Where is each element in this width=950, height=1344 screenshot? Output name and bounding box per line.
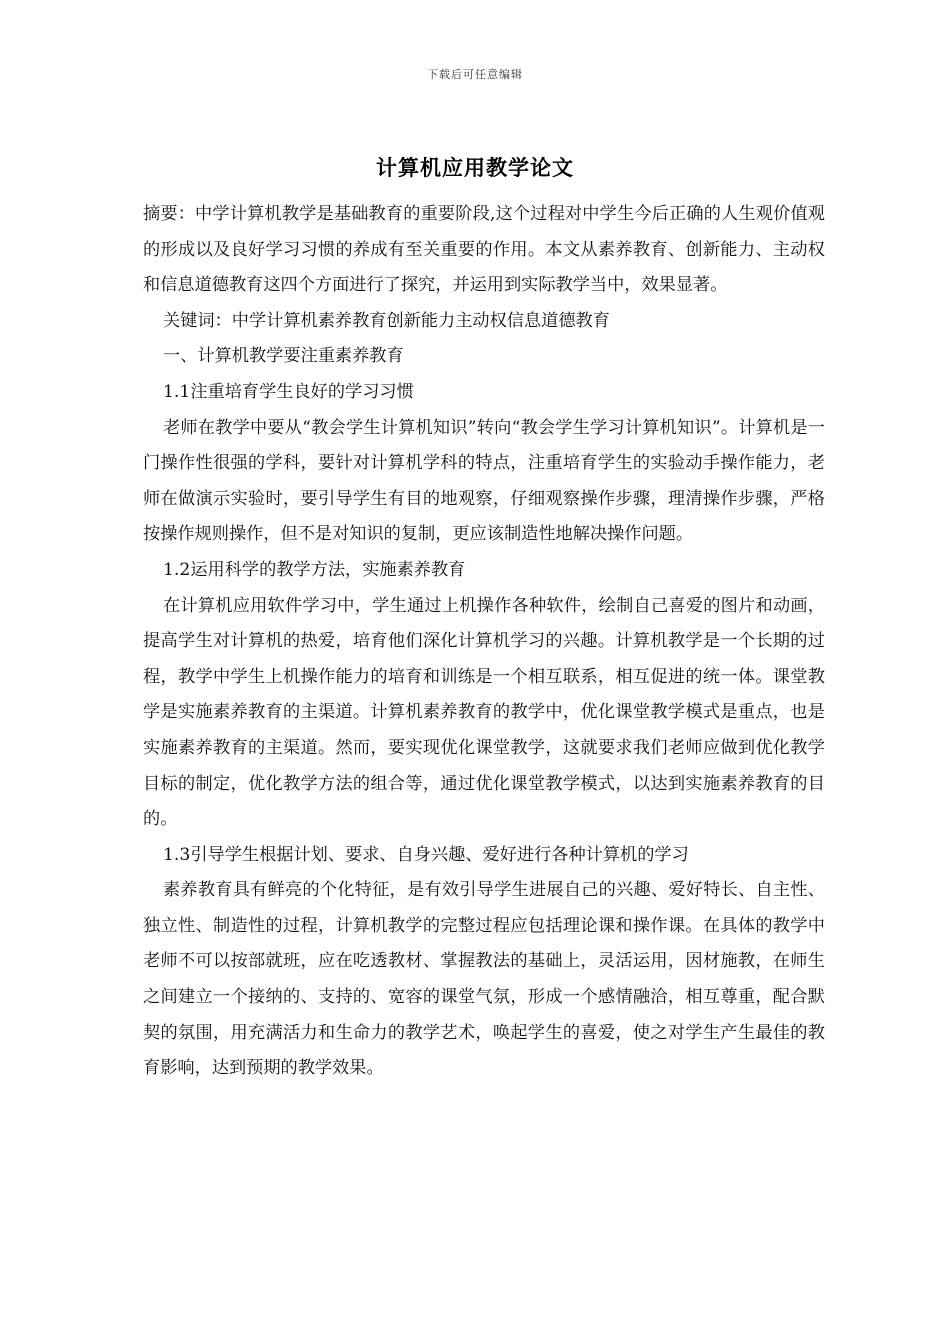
abstract-paragraph: 摘要：中学计算机教学是基础教育的重要阶段,这个过程对中学生今后正确的人生观价值观的形成以及良好学习习惯的养成有至关重要的作用。本文从素养教育、创新能力、主动权和信息道德教育这四个方面进行了探究，并运用到实际教学当中，效果显著。 — [143, 204, 825, 296]
body-paragraph: 在计算机应用软件学习中，学生通过上机操作各种软件，绘制自己喜爱的图片和动画，提高学生对计算机的热爱，培育他们深化计算机学习的兴趣。计算机教学是一个长期的过程，教学中学生上机操作能力的培育和训练是一个相互联系，相互促进的统一体。课堂教学是实施素养教育的主渠道。计算机素养教育的教学中，优化课堂教学模式是重点，也是实施素养教育的主渠道。然而，要实现优化课堂教学，这就要求我们老师应做到优化教学目标的制定，优化教学方法的组合等，通过优化课堂教学模式，以达到实施素养教育的目的。 — [143, 595, 825, 830]
section-heading: 一、计算机教学要注重素养教育 — [163, 346, 404, 367]
body-text — [143, 197, 825, 1087]
header-note: 下载后可任意编辑 — [427, 68, 523, 81]
body-paragraph: 素养教育具有鲜亮的个化特征，是有效引导学生进展自己的兴趣、爱好特长、自主性、独立性、制造性的过程，计算机教学的完整过程应包括理论课和操作课。在具体的教学中老师不可以按部就班，应在吃透教材、掌握教法的基础上，灵活运用，因材施教，在师生之间建立一个接纳的、支持的、宽容的课堂气氛，形成一个感情融洽，相互尊重，配合默契的氛围，用充满活力和生命力的教学艺术，唤起学生的喜爱，使之对学生产生最佳的教育影响，达到预期的教学效果。 — [143, 880, 825, 1079]
paper-title: 计算机应用教学论文 — [376, 155, 574, 180]
subsection-heading: 1.1注重培育学生良好的学习习惯 — [163, 381, 414, 402]
subsection-heading: 1.3引导学生根据计划、要求、自身兴趣、爱好进行各种计算机的学习 — [163, 844, 689, 865]
subsection-heading: 1.2运用科学的教学方法，实施素养教育 — [163, 559, 466, 580]
keywords-line: 关键词：中学计算机素养教育创新能力主动权信息道德教育 — [163, 310, 610, 331]
body-paragraph: 老师在教学中要从“教会学生计算机知识”转向“教会学生学习计算机知识”。计算机是一门操作性很强的学科，要针对计算机学科的特点，注重培育学生的实验动手操作能力，老师在做演示实验时，要引导学生有目的地观察，仔细观察操作步骤，理清操作步骤，严格按操作规则操作，但不是对知识的复制，更应该制造性地解决操作问题。 — [143, 417, 825, 545]
